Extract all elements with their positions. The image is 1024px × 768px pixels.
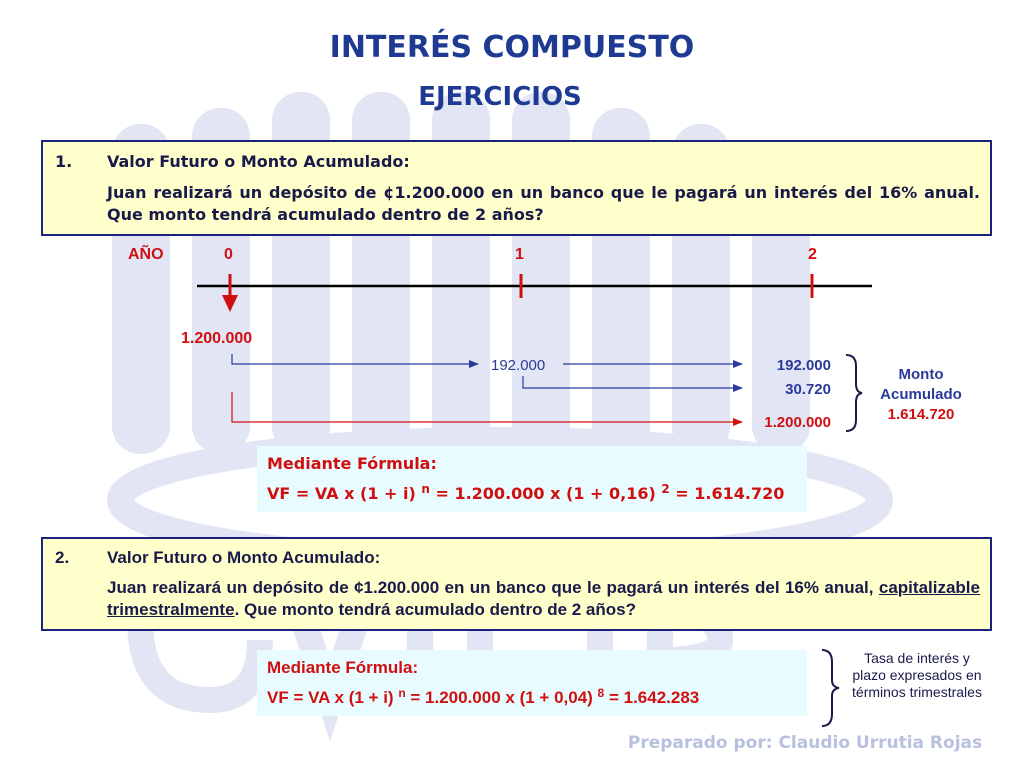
formula-1-label: Mediante Fórmula:: [267, 454, 437, 473]
page-subtitle: EJERCICIOS: [418, 82, 582, 112]
exercise-2-number: 2.: [55, 548, 70, 567]
formula-1-result: = 1.614.720: [669, 484, 785, 503]
author-credit: Preparado por: Claudio Urrutia Rojas: [627, 733, 983, 753]
year-tick-1: 1: [515, 246, 524, 263]
interest-arrow-year2: [523, 376, 742, 388]
total-value: 1.614.720: [887, 406, 955, 423]
exercise-1-heading: Valor Futuro o Monto Acumulado:: [107, 152, 410, 171]
formula-2-lhs: VF = VA x (1 + i): [267, 688, 399, 707]
formula-2-exponent-n: n: [398, 686, 406, 700]
sum-brace-icon: [846, 355, 862, 431]
principal-arrow: [232, 392, 742, 422]
value-principal: 1.200.000: [764, 414, 831, 431]
value-interest-year1: 192.000: [776, 357, 831, 374]
exercise-2-text-start: Juan realizará un depósito de ¢1.200.000 en un banco que le pagará un interés del 16% anual,: [107, 578, 879, 597]
total-label-1: Monto: [898, 366, 944, 383]
note-brace-icon: [818, 648, 842, 728]
interest-arrow-year1: [232, 354, 478, 364]
formula-2-exponent-value: 8: [597, 686, 605, 700]
exercise-1-number: 1.: [55, 152, 73, 171]
total-label-2: Acumulado: [880, 386, 962, 403]
formula-2-substitution: = 1.200.000 x (1 + 0,04): [405, 688, 598, 707]
formula-2-result: = 1.642.283: [604, 688, 700, 707]
deposit-arrow-icon: [222, 295, 238, 312]
formula-1-exponent-value: 2: [661, 482, 670, 496]
exercise-2-text-end: . Que monto tendrá acumulado dentro de 2 años?: [234, 600, 636, 619]
exercise-2-text-underlined: capitalizable trimestralmente: [107, 578, 980, 619]
formula-1-lhs: VF = VA x (1 + i): [267, 484, 422, 503]
exercise-1-text: Juan realizará un depósito de ¢1.200.000 en un banco que le pagará un interés del 16% anual. Que monto tendrá acumulado dentro de 2 años?: [107, 183, 980, 224]
formula-2-label: Mediante Fórmula:: [267, 658, 419, 677]
value-interest-year2: 30.720: [785, 381, 831, 398]
page-title: INTERÉS COMPUESTO: [329, 30, 695, 65]
formula-1-exponent-n: n: [421, 482, 430, 496]
year-axis-label: AÑO: [128, 246, 164, 263]
deposit-value: 1.200.000: [181, 330, 253, 347]
year-tick-2: 2: [808, 246, 817, 263]
exercise-2-heading: Valor Futuro o Monto Acumulado:: [107, 548, 381, 567]
year-tick-0: 0: [224, 246, 233, 263]
formula-1-substitution: = 1.200.000 x (1 + 0,16): [429, 484, 662, 503]
interest-mid-value: 192.000: [491, 357, 546, 374]
quarterly-note: Tasa de interés y plazo expresados en términos trimestrales: [852, 650, 982, 700]
